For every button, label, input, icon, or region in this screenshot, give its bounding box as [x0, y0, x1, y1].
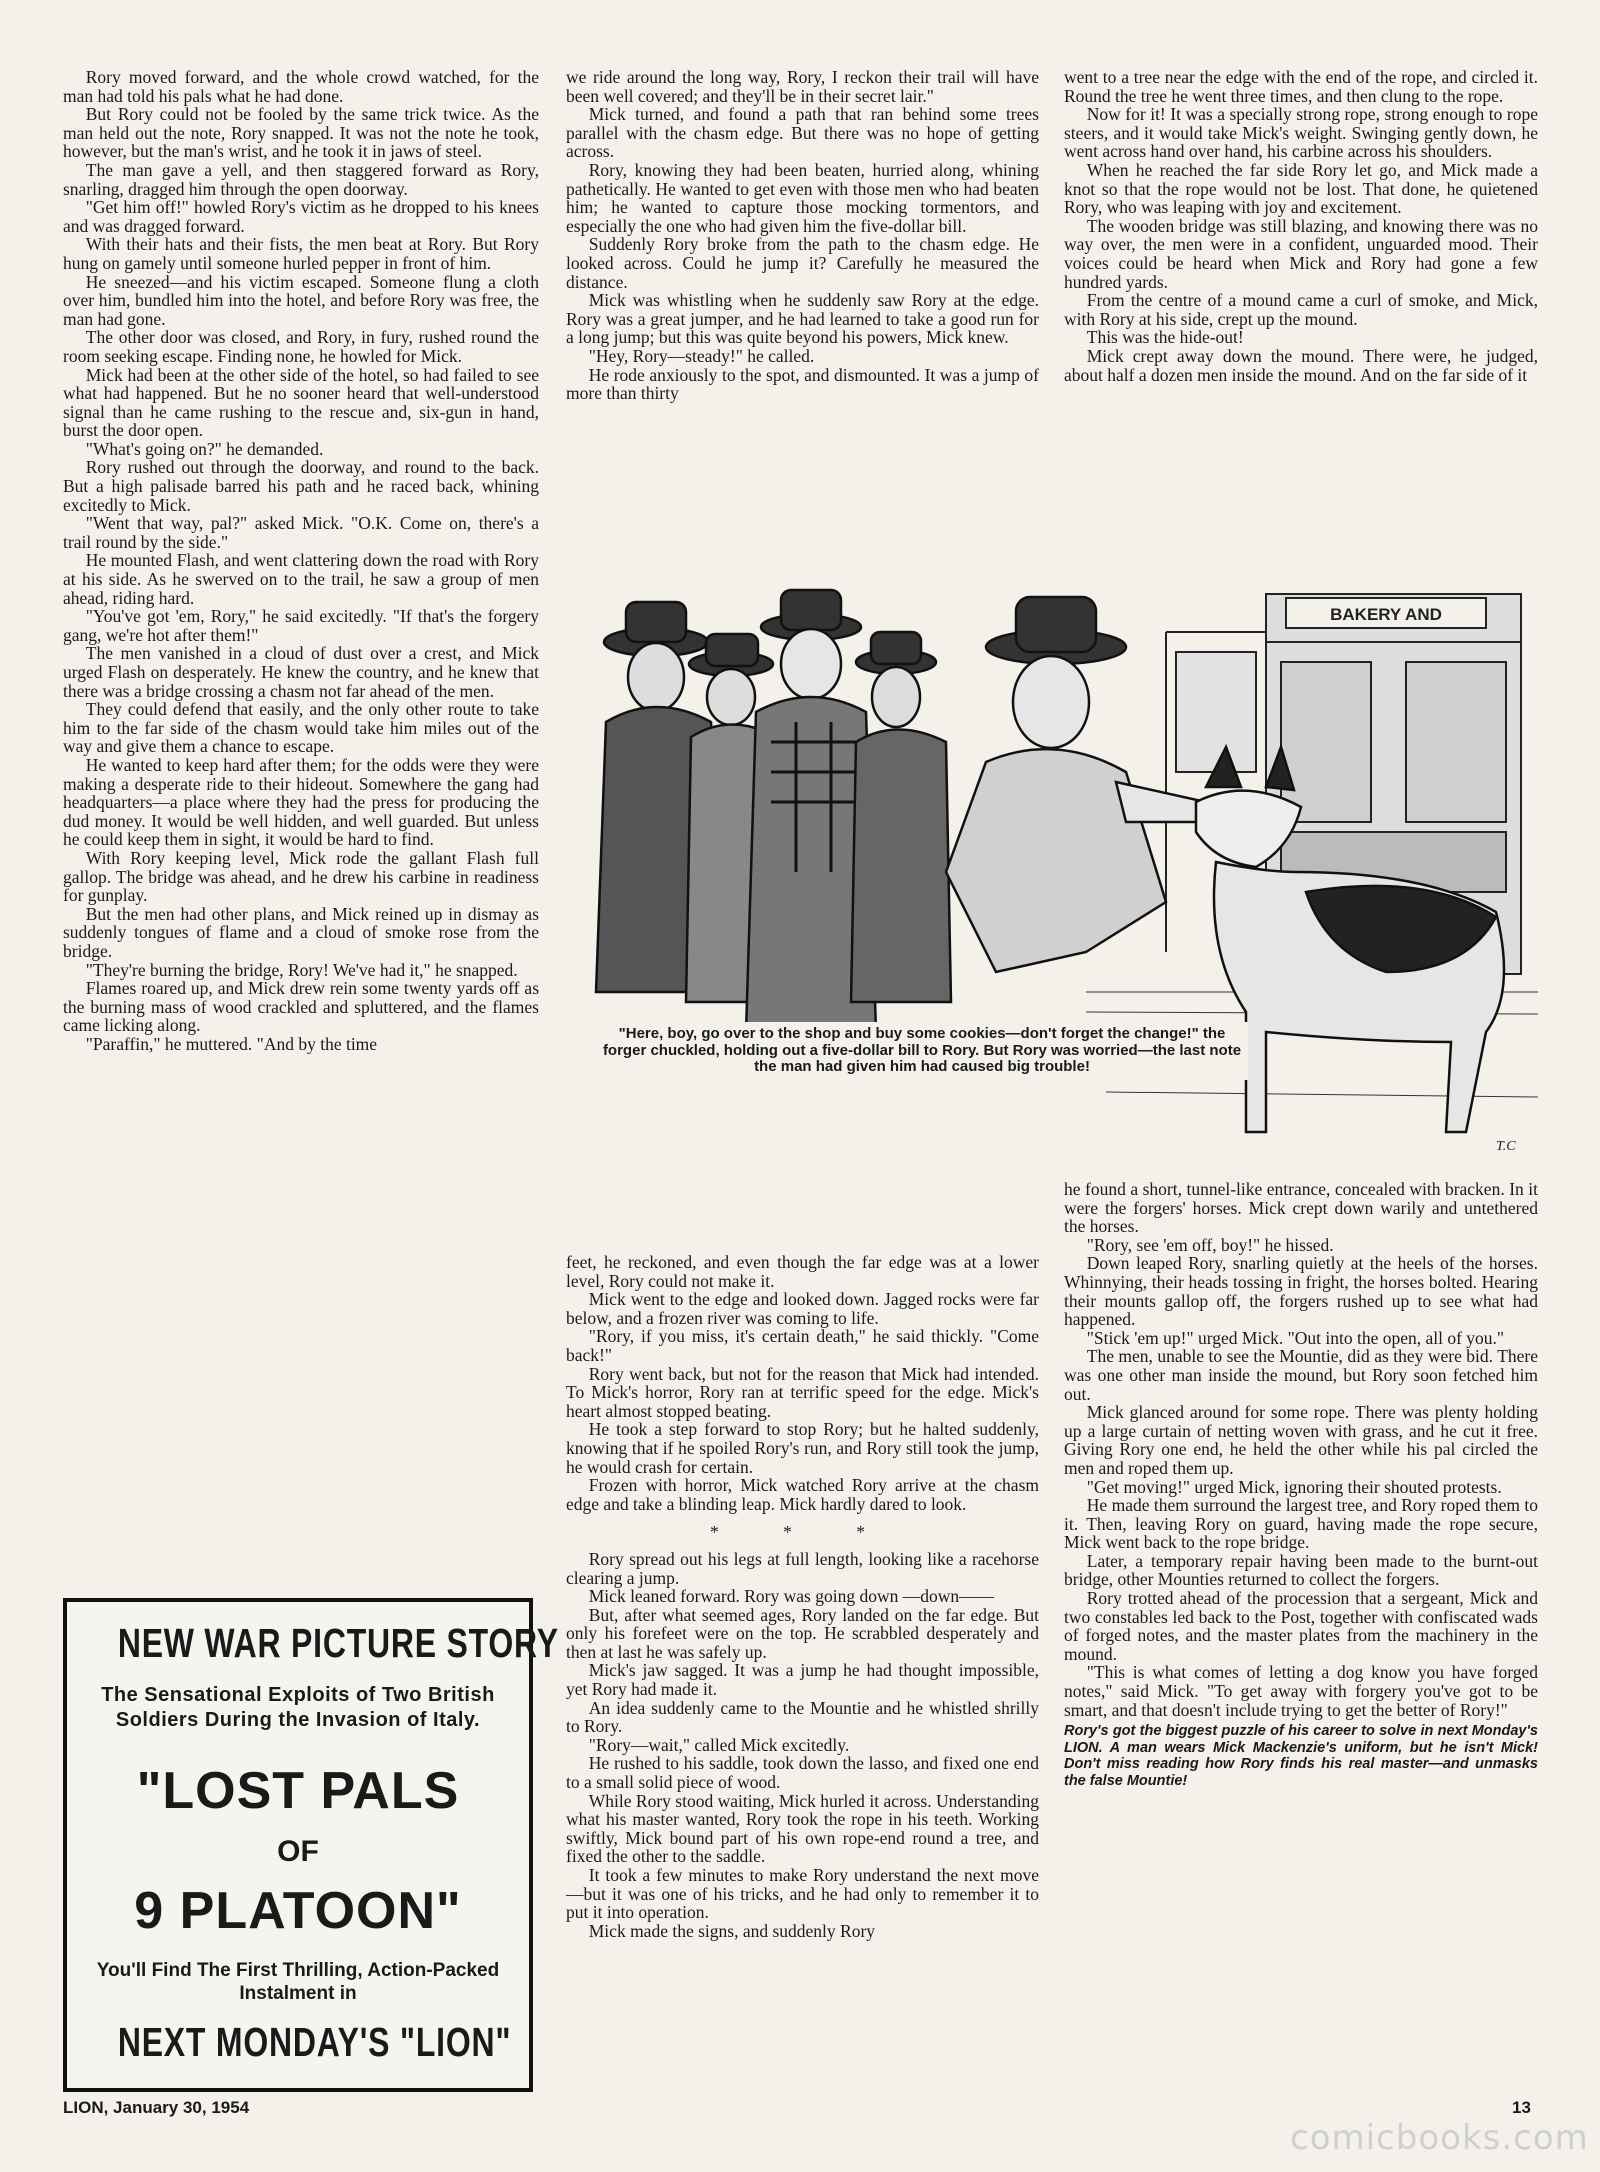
paragraph: Mick crept away down the mound. There were, he judged, about half a dozen men inside the mound. And on the far side of it [1064, 345, 1538, 385]
issue-date: LION, January 30, 1954 [63, 2098, 250, 2117]
paragraph: He took a step forward to stop Rory; but he halted suddenly, knowing that if he spoiled Rory's run, and Rory still took the jump, he would crash for certain. [566, 1419, 1039, 1477]
paragraph: "Rory, see 'em off, boy!" he hissed. [1086, 1234, 1334, 1255]
paragraph: An idea suddenly came to the Mountie and he whistled shrilly to Rory. [566, 1697, 1039, 1737]
paragraph: feet, he reckoned, and even though the far edge was at a lower level, Rory could not make it. [566, 1252, 1039, 1291]
paragraph: The other door was closed, and Rory, in fury, rushed round the room seeking escape. Finding none, he howled for Mick. [63, 327, 539, 366]
paragraph: The man gave a yell, and then staggered forward as Rory, snarling, dragged him through the open doorway. [63, 159, 539, 199]
paragraph: Mick went to the edge and looked down. Jagged rocks were far below, and a frozen river was coming to life. [566, 1289, 1039, 1328]
shop-sign-text: BAKERY AND [1330, 605, 1442, 624]
paragraph: "Paraffin," he muttered. "And by the time [85, 1033, 378, 1054]
paragraph: "What's going on?" he demanded. [85, 438, 324, 459]
paragraph: Flames roared up, and Mick drew rein some twenty yards off as the burning mass of wood crackled and spluttered, and the flames came licking along. [63, 978, 539, 1036]
paragraph: This was the hide-out! [1086, 327, 1244, 348]
advert-footer-text: You'll Find The First Thrilling, Action-Packed Instalment in [96, 1960, 500, 2004]
paragraph: He wanted to keep hard after them; for the odds were they were making a desperate ride to their hideout. Somewhere the gang had headquarters—a place where they had the press for producing the dud money. It would be well hidden, and well guarded. But unless he could keep them in sight, it would be hard to find. [63, 754, 539, 850]
next-week-note: Rory's got the biggest puzzle of his career to solve in next Monday's LION. A man wears Mick Mackenzie's uniform, but he isn't Mick! Don't miss reading how Rory finds his real master—and unmasks the false Mountie! [1064, 1723, 1538, 1789]
page-number: 13 [1512, 2098, 1531, 2117]
story-column-3-bottom [1064, 1180, 1538, 1789]
paragraph: "Hey, Rory—steady!" he called. [588, 345, 815, 366]
story-column-3-top [1064, 68, 1538, 384]
paragraph: "Get him off!" howled Rory's victim as he dropped to his knees and was dragged forward. [63, 197, 539, 236]
paragraph: He sneezed—and his victim escaped. Someone flung a cloth over him, bundled him into the hotel, and before Rory was free, the man had gone. [63, 271, 539, 329]
paragraph: we ride around the long way, Rory, I reckon their trail will have been well covered; and they'll be in their secret lair." [566, 67, 1039, 106]
paragraph: "Rory, if you miss, it's certain death," he said thickly. "Come back!" [566, 1326, 1039, 1365]
paragraph: Rory spread out his legs at full length, looking like a racehorse clearing a jump. [566, 1548, 1039, 1588]
advert-title-line2: 9 PLATOON" [134, 1882, 462, 1940]
section-break: * * * [710, 1522, 895, 1543]
svg-text:T.C: T.C [1496, 1139, 1516, 1154]
paragraph: "This is what comes of letting a dog know you have forged notes," said Mick. "To get away with forgery you've got to be smart, and that doesn't include trying to get the better of Rory!" [1064, 1662, 1538, 1720]
story-column-2-top [566, 68, 1039, 403]
paragraph: went to a tree near the edge with the end of the rope, and circled it. Round the tree he went three times, and then clung to the rope. [1064, 67, 1538, 106]
paragraph: But the men had other plans, and Mick reined up in dismay as suddenly tongues of flame and a cloud of smoke rose from the bridge. [63, 903, 539, 961]
paragraph: Mick was whistling when he suddenly saw Rory at the edge. Rory was a great jumper, and he had learned to take a good run for a long jump; but this was quite beyond his powers, Mick knew. [566, 290, 1039, 348]
paragraph: Down leaped Rory, snarling quietly at the heels of the horses. Whinnying, their heads tossing in fright, the horses bolted. Hearing their mounts gallop off, the forgers rushed up to see what had happened. [1064, 1253, 1538, 1330]
paragraph: "Rory—wait," called Mick excitedly. [588, 1734, 850, 1755]
paragraph: Frozen with horror, Mick watched Rory arrive at the chasm edge and take a blinding leap. Mick hardly dared to look. [566, 1475, 1039, 1514]
paragraph: Now for it! It was a specially strong rope, strong enough to rope steers, and it would take Mick's weight. Swinging gently down, he went across hand over hand, his carbine across his shoulders. [1064, 104, 1538, 162]
paragraph: But Rory could not be fooled by the same trick twice. As the man held out the note, Rory snapped. It was not the note he took, however, but the man's wrist, and he took it in jaws of steel. [63, 104, 539, 162]
paragraph: Mick made the signs, and suddenly Rory [588, 1920, 876, 1941]
paragraph: He mounted Flash, and went clattering down the road with Rory at his side. As he swerved on to the trail, he saw a group of men ahead, riding hard. [63, 550, 539, 608]
paragraph: "You've got 'em, Rory," he said excitedly. "If that's the forgery gang, we're hot after them!" [63, 606, 539, 645]
paragraph: The men, unable to see the Mountie, did as they were bid. There was one other man inside the mound, but Rory soon fetched him out. [1064, 1346, 1538, 1404]
paragraph: With their hats and their fists, the men beat at Rory. But Rory hung on gamely until someone hurled pepper in front of him. [63, 234, 539, 273]
paragraph: Mick turned, and found a path that ran behind some trees parallel with the chasm edge. But there was no hope of getting across. [566, 104, 1039, 162]
paragraph: Rory moved forward, and the whole crowd watched, for the man had told his pals what he had done. [63, 67, 539, 106]
paragraph: When he reached the far side Rory let go, and Mick made a knot so that the rope would not be lost. That done, he quietened Rory, who was leaping with joy and excitement. [1064, 159, 1538, 218]
paragraph: Rory trotted ahead of the procession that a sergeant, Mick and two constables led back to the Post, together with confiscated wads of forged notes, and the master plates from the machinery in the mound. [1064, 1588, 1538, 1664]
paragraph: With Rory keeping level, Mick rode the gallant Flash full gallop. The bridge was ahead, and he drew his carbine in readiness for gunplay. [63, 847, 539, 906]
advert-box [63, 1598, 559, 2092]
paragraph: They could defend that easily, and the only other route to take him to the far side of the chasm would take him miles out of the way and give them a chance to escape. [63, 699, 539, 757]
paragraph: Later, a temporary repair having been made to the burnt-out bridge, other Mounties returned to collect the forgers. [1064, 1550, 1538, 1590]
paragraph: "Went that way, pal?" asked Mick. "O.K. Come on, there's a trail round by the side." [63, 513, 539, 552]
paragraph: The wooden bridge was still blazing, and knowing there was no way over, the men were in a confident, unguarded mood. Their voices could be heard when Mick and Rory had gone a few hundred yards. [1064, 215, 1538, 292]
advert-title-of: OF [277, 1835, 319, 1868]
advert-subtitle: The Sensational Exploits of Two British Soldiers During the Invasion of Italy. [101, 1684, 495, 1731]
story-column-1 [63, 68, 539, 1053]
illustration-caption: "Here, boy, go over to the shop and buy some cookies—don't forget the change!" the forger chuckled, holding out a five-dollar bill to Rory. But Rory was worried—the last note the man had given him had caused big trouble! [596, 1022, 1248, 1080]
paragraph: Mick leaned forward. Rory was going down —down—— [588, 1586, 995, 1607]
paragraph: But, after what seemed ages, Rory landed on the far edge. But only his forefeet were on the top. He scrabbled desperately and then at last he was safely up. [566, 1604, 1039, 1662]
paragraph: Mick had been at the other side of the hotel, so had failed to see what had happened. But he no sooner heard that well-understood signal than he came rushing to the rescue and, six-gun in hand, burst the door open. [63, 364, 539, 441]
paragraph: The men vanished in a cloud of dust over a crest, and Mick urged Flash on desperately. He knew the country, and he knew that there was a bridge crossing a chasm not far ahead of the men. [63, 643, 539, 701]
paragraph: He made them surround the largest tree, and Rory roped them to it. Then, leaving Rory on guard, having made the rope secure, Mick went back to the rope bridge. [1064, 1495, 1538, 1553]
watermark: comicbooks.com [1290, 2118, 1589, 2158]
paragraph: While Rory stood waiting, Mick hurled it across. Understanding what his master wanted, Rory took the rope in his teeth. Working swiftly, Mick bound part of his own rope-end round a tree, and fixed the other to the saddle. [566, 1790, 1039, 1867]
paragraph: Rory rushed out through the doorway, and round to the back. But a high palisade barred his path and he raced back, whining excitedly to Mick. [63, 457, 539, 515]
paragraph: Mick glanced around for some rope. There was plenty holding up a large curtain of netting woven with grass, and he cut it free. Giving Rory one end, he held the other while his pal circled the men and roped them up. [1064, 1402, 1538, 1478]
paragraph: Rory went back, but not for the reason that Mick had intended. To Mick's horror, Rory ran at terrific speed for the edge. Mick's heart almost stopped beating. [566, 1363, 1039, 1421]
paragraph: Rory, knowing they had been beaten, hurried along, whining pathetically. He wanted to get even with those men who had beaten him; he wanted to capture those mocking tormentors, and especially the one who had given him the five-dollar bill. [566, 159, 1039, 236]
paragraph: He rushed to his saddle, took down the lasso, and fixed one end to a small solid piece of wood. [566, 1753, 1039, 1793]
paragraph: Suddenly Rory broke from the path to the chasm edge. He looked across. Could he jump it? Carefully he measured the distance. [566, 234, 1039, 292]
paragraph: He rode anxiously to the spot, and dismounted. It was a jump of more than thirty [566, 364, 1039, 404]
story-column-2-bottom [566, 1253, 1039, 1940]
advert-title-line1: "LOST PALS [136, 1762, 460, 1820]
advert-footer-headline: NEXT MONDAY'S "LION" [117, 2019, 512, 2065]
paragraph: he found a short, tunnel-like entrance, concealed with bracken. In it were the forgers' horses. Mick crept down warily and untethered the horses. [1064, 1179, 1538, 1237]
paragraph: "They're burning the bridge, Rory! We've had it," he snapped. [85, 959, 518, 980]
paragraph: "Get moving!" urged Mick, ignoring their shouted protests. [1086, 1476, 1502, 1497]
paragraph: It took a few minutes to make Rory understand the next move—but it was one of his tricks, and he had only to remember it to put it into operation. [566, 1865, 1039, 1923]
paragraph: Mick's jaw sagged. It was a jump he had thought impossible, yet Rory had made it. [566, 1660, 1039, 1700]
paragraph: From the centre of a mound came a curl of smoke, and Mick, with Rory at his side, crept up the mound. [1064, 290, 1538, 329]
advert-headline: NEW WAR PICTURE STORY [117, 1620, 559, 1666]
paragraph: "Stick 'em up!" urged Mick. "Out into the open, all of you." [1086, 1327, 1505, 1348]
